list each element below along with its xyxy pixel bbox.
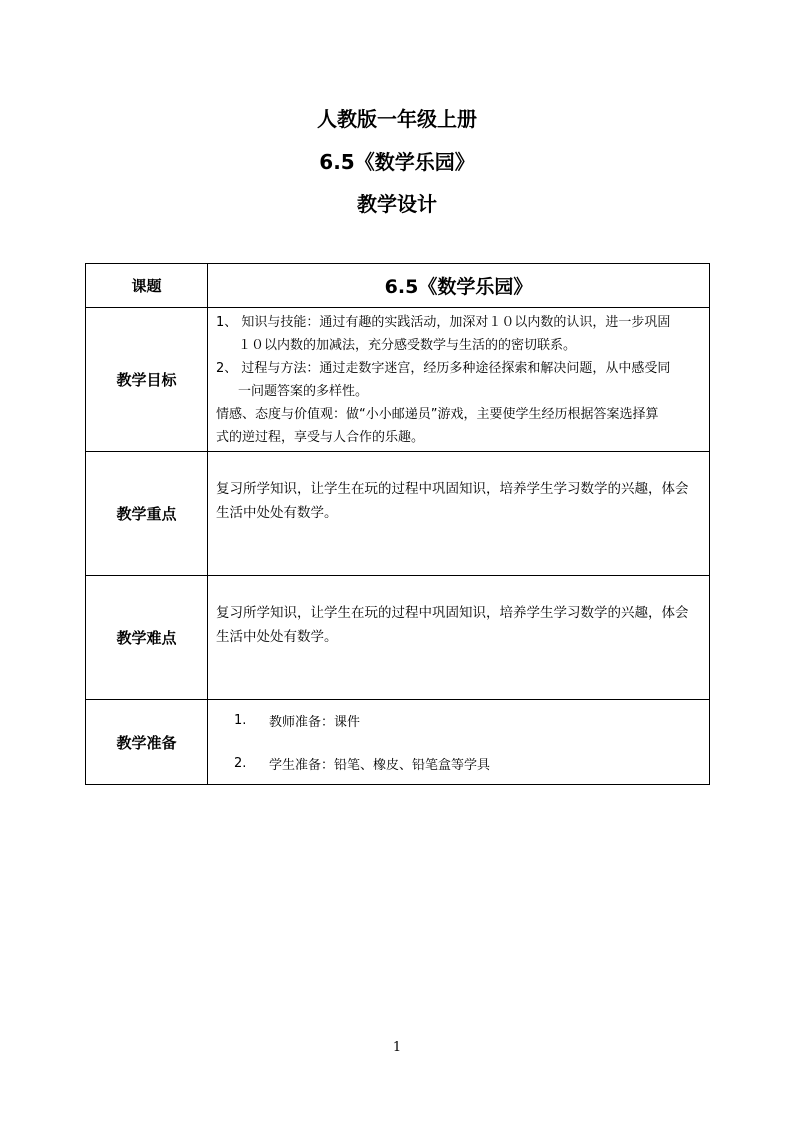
preparation-item (234, 752, 703, 776)
goal-line: 情感、态度与价值观：做“小小邮递员”游戏，主要使学生经历根据答案选择算 (216, 407, 659, 422)
goals-label: 教学目标 (86, 308, 208, 452)
difficulty-line: 生活中处处有数学。 (216, 629, 338, 645)
preparation-item-number: 2. (234, 756, 247, 771)
page-number: 1 (392, 1040, 402, 1055)
key-points-content (208, 452, 710, 576)
lesson-title: 6.5《数学乐园》 (319, 150, 475, 174)
preparation-item-number: 1. (234, 713, 247, 728)
goals-row (86, 308, 710, 452)
difficulty-line: 复习所学知识，让学生在玩的过程中巩固知识，培养学生学习数学的兴趣，体会 (216, 605, 689, 621)
difficulty-row (86, 576, 710, 700)
key-points-label: 教学重点 (86, 452, 208, 576)
goal-line: 2、 过程与方法：通过走数字迷宫，经历多种途径探索和解决问题，从中感受同 (216, 361, 671, 376)
preparation-item-text: 学生准备：铅笔、橡皮、铅笔盒等学具 (269, 758, 491, 773)
key-point-line: 生活中处处有数学。 (216, 505, 338, 521)
lesson-plan-table (85, 263, 710, 785)
document-title: 人教版一年级上册 (317, 107, 477, 131)
document-subtitle: 教学设计 (357, 192, 437, 216)
preparation-item (234, 709, 703, 733)
difficulty-content (208, 576, 710, 700)
preparation-row (86, 700, 710, 785)
difficulty-label: 教学难点 (86, 576, 208, 700)
goal-line: 一问题答案的多样性。 (238, 384, 369, 399)
goal-line: 式的逆过程，享受与人合作的乐趣。 (216, 430, 425, 445)
key-point-line: 复习所学知识，让学生在玩的过程中巩固知识，培养学生学习数学的兴趣，体会 (216, 481, 689, 497)
goal-line: 1、 知识与技能：通过有趣的实践活动，加深对１０以内数的认识，进一步巩固 (216, 315, 671, 330)
goals-content (208, 308, 710, 452)
key-points-row (86, 452, 710, 576)
preparation-label: 教学准备 (86, 700, 208, 785)
topic-value: 6.5《数学乐园》 (208, 264, 710, 308)
preparation-item-text: 教师准备：课件 (269, 715, 361, 730)
topic-label: 课题 (86, 264, 208, 308)
goal-line: １０以内数的加减法，充分感受数学与生活的的密切联系。 (238, 338, 577, 353)
preparation-content (208, 700, 710, 785)
topic-row (86, 264, 710, 308)
